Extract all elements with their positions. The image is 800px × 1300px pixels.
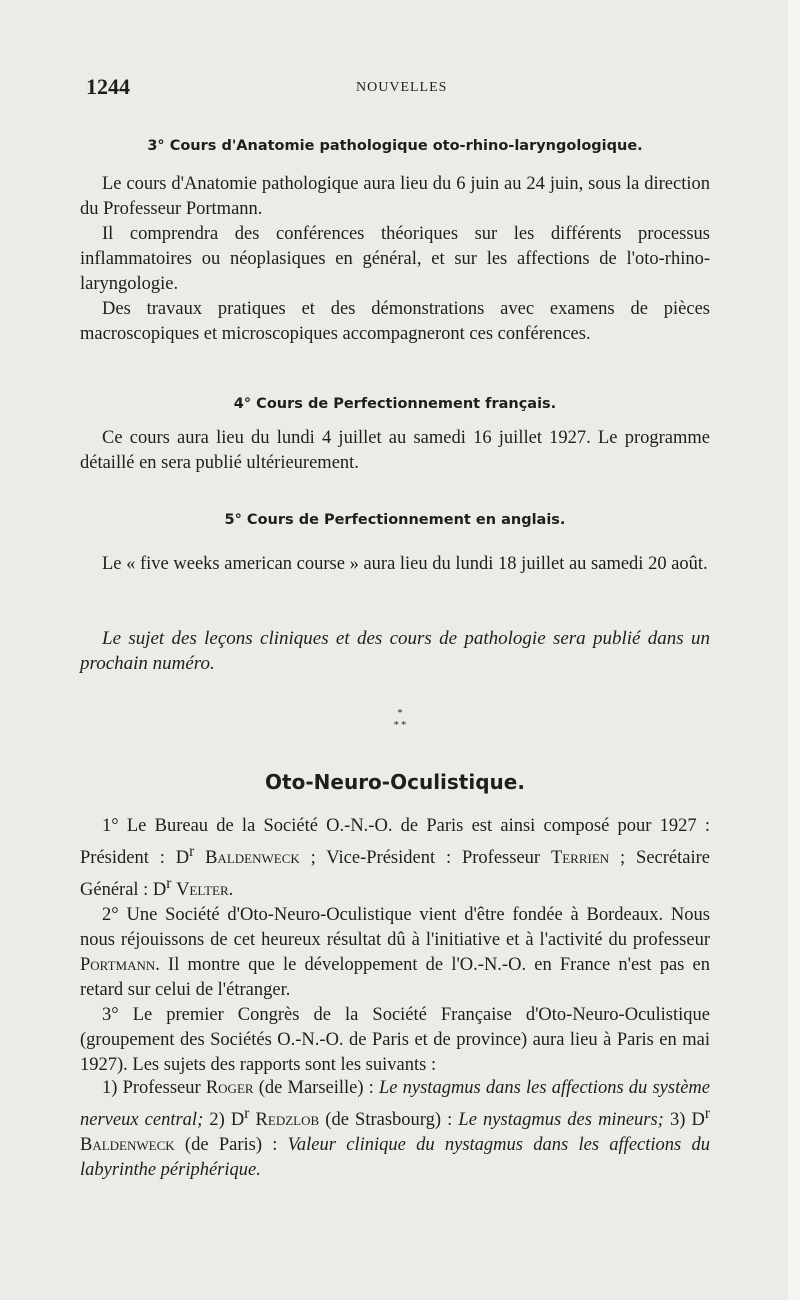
para2-text-a: 2° Une Société d'Oto-Neuro-Oculistique vient d'être fondée à Bordeaux. Nous nous réjouissons de cet heureux résultat dû à l'initiative et à l'activité du professeur [80,905,710,951]
star-top: * [397,708,403,719]
para4-text-e: 3) D [663,1110,705,1131]
para1-sup-2: r [166,875,172,893]
para1-text-b: ; Vice-Président : Professeur [299,848,551,869]
para2-text-b: . Il montre que le développement de l'O.-N.-O. en France n'est pas en retard sur celui de l'étranger. [80,955,710,1001]
course3-paragraph-1: Le cours d'Anatomie pathologique aura lieu du 6 juin au 24 juin, sous la direction du Professeur Portmann. [80,174,710,219]
name-terrien: Terrien [550,848,610,869]
para1-text-c: ; Secrétaire Général : D [80,848,710,901]
report-title-1: Le nystagmus dans les affections du système nerveux central; [80,1078,710,1131]
para4-sup-2: r [704,1105,711,1122]
para4-sup-1: r [244,1105,250,1122]
running-title: NOUVELLES [356,80,448,95]
para4-text-d: (de Strasbourg) : [319,1110,459,1131]
page-header [86,74,706,102]
course4-heading: 4° Cours de Perfectionnement français. [233,396,557,412]
course4-paragraph-1: Ce cours aura lieu du lundi 4 juillet au samedi 16 juillet 1927. Le programme détaillé en sera publié ultérieurement. [80,428,710,473]
section-paragraph-4 [80,1076,710,1183]
name-redzlob: Redzlob [255,1110,320,1131]
star-bottom: * * [393,720,407,731]
report-title-3: Valeur clinique du nystagmus dans les affections du labyrinthe périphérique. [80,1135,710,1181]
para4-text-f: (de Paris) : [174,1135,288,1156]
separator-stars [370,708,430,732]
para1-sup-1: r [189,843,195,860]
para1-text-a: 1° Le Bureau de la Société O.-N.-O. de Paris est ainsi composé pour 1927 : Président : D [80,816,710,869]
publication-note-text: Le sujet des leçons cliniques et des cours de pathologie sera publié dans un prochain numéro. [80,628,710,674]
course5-text [80,552,710,577]
report-list [80,1076,710,1183]
para1-text-d: . [228,880,234,901]
para4-text-a: 1) Professeur [102,1078,206,1098]
report-title-2: Le nystagmus des mineurs; [458,1110,664,1131]
section-paragraph-2 [80,903,710,1003]
course3-text [80,172,710,347]
course5-heading: 5° Cours de Perfectionnement en anglais. [224,512,566,528]
name-velter: Velter [176,880,229,901]
section-title: Oto-Neuro-Oculistique. [265,770,525,794]
page-number: 1244 [86,74,130,99]
name-roger: Roger [205,1078,254,1098]
course4-text [80,426,710,476]
para4-text-b: (de Marseille) : [253,1078,379,1098]
section-paragraph-3: 3° Le premier Congrès de la Société Française d'Oto-Neuro-Oculistique (groupement des Sociétés O.-N.-O. de Paris et de province) aura lieu à Paris en mai 1927). Les sujets des rapports sont les suivants : [80,1005,710,1076]
course3-paragraph-3: Des travaux pratiques et des démonstrations avec examens de pièces macroscopiques et microscopiques accompagneront ces conférences. [80,299,710,344]
name-baldenweck-2: Baldenweck [80,1135,175,1156]
course3-paragraph-2: Il comprendra des conférences théoriques sur les différents processus inflammatoires ou néoplasiques en général, et sur les affections de l'oto-rhino-laryngologie. [80,224,710,294]
name-portmann: Portmann [80,955,156,976]
section-text [80,814,710,1078]
para4-text-c: 2) D [203,1110,245,1131]
publication-note [80,626,710,676]
course5-paragraph-1: Le « five weeks american course » aura lieu du lundi 18 juillet au samedi 20 août. [102,554,708,574]
name-baldenweck: Baldenweck [205,848,300,869]
course3-heading: 3° Cours d'Anatomie pathologique oto-rhino-laryngologique. [147,138,643,154]
page-edge [788,0,800,1300]
section-paragraph-1 [80,814,710,903]
